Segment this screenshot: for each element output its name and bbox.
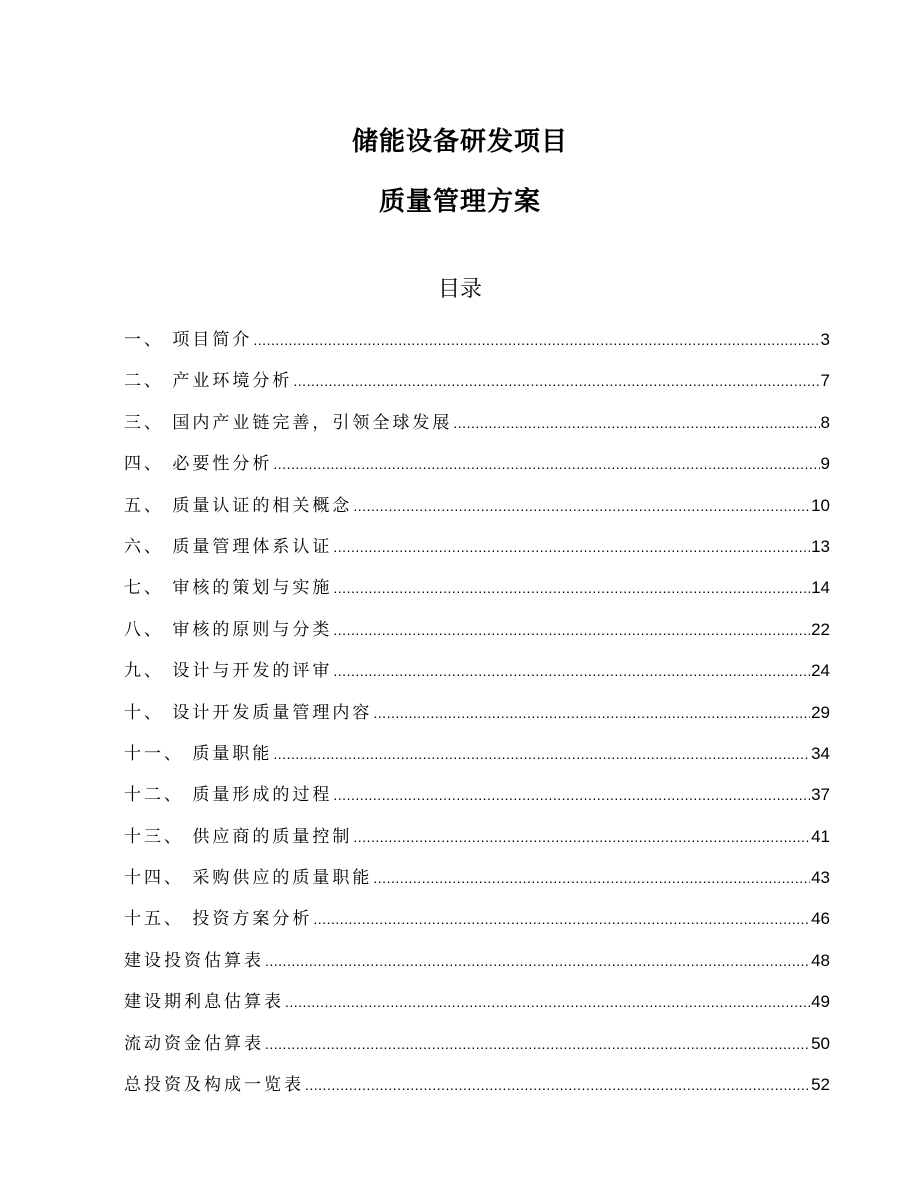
- toc-entry-page: 49: [811, 992, 830, 1012]
- toc-entry-label: 一、 项目简介: [124, 330, 253, 350]
- dot-leader: [453, 415, 819, 431]
- toc-entry-label: 六、 质量管理体系认证: [124, 536, 333, 557]
- toc-entry-page: 24: [811, 661, 830, 681]
- document-title: 储能设备研发项目: [351, 127, 568, 157]
- dot-leader: [333, 663, 810, 679]
- dot-leader: [333, 787, 810, 803]
- toc-entry[interactable]: [124, 987, 830, 1028]
- toc-entry[interactable]: [124, 822, 830, 863]
- toc-entry-label: 八、 审核的原则与分类: [124, 619, 333, 640]
- toc-entry[interactable]: [124, 491, 830, 532]
- dot-leader: [333, 539, 810, 555]
- toc-entry-page: 13: [811, 536, 830, 556]
- toc-entry-page: 10: [811, 495, 830, 515]
- toc-entry-label: 十五、 投资方案分析: [124, 909, 313, 930]
- toc-entry-page: 37: [811, 785, 830, 805]
- toc-entry-page: 50: [811, 1033, 830, 1053]
- toc-entry-label: 十二、 质量形成的过程: [124, 785, 333, 806]
- dot-leader: [373, 870, 810, 886]
- toc-entry-page: 43: [811, 868, 830, 888]
- toc-entry[interactable]: [124, 739, 830, 780]
- dot-leader: [353, 829, 810, 845]
- toc-entry-page: 48: [811, 950, 830, 970]
- dot-leader: [253, 332, 819, 348]
- dot-leader: [333, 580, 810, 596]
- toc-entry-page: 29: [811, 702, 830, 722]
- toc-entry-label: 总投资及构成一览表: [124, 1075, 304, 1096]
- toc-entry[interactable]: [124, 532, 830, 573]
- toc-entry-label: 十、 设计开发质量管理内容: [124, 702, 373, 723]
- toc-entry[interactable]: [124, 366, 830, 407]
- toc-entry-label: 二、 产业环境分析: [124, 371, 293, 392]
- dot-leader: [265, 1036, 810, 1052]
- toc-entry[interactable]: [124, 325, 830, 366]
- document-subtitle: 质量管理方案: [378, 187, 541, 217]
- toc-entry-page: 9: [820, 454, 830, 474]
- toc-entry-label: 七、 审核的策划与实施: [124, 578, 333, 599]
- toc-entry-label: 三、 国内产业链完善，引领全球发展: [124, 412, 453, 433]
- toc-entry[interactable]: [124, 573, 830, 614]
- toc-entry-label: 四、 必要性分析: [124, 454, 273, 475]
- dot-leader: [333, 622, 810, 638]
- dot-leader: [273, 456, 819, 472]
- toc-entry[interactable]: [124, 1029, 830, 1070]
- toc-entry-label: 十三、 供应商的质量控制: [124, 826, 353, 847]
- toc-entry-page: 8: [820, 412, 830, 432]
- toc-entry-label: 建设期利息估算表: [124, 992, 284, 1013]
- dot-leader: [313, 911, 810, 927]
- toc-entry[interactable]: [124, 408, 830, 449]
- toc-entry-label: 九、 设计与开发的评审: [124, 661, 333, 682]
- toc-entry-label: 五、 质量认证的相关概念: [124, 495, 353, 516]
- dot-leader: [373, 705, 810, 721]
- toc-entry-page: 34: [811, 743, 830, 763]
- dot-leader: [305, 1077, 810, 1093]
- toc-entry-label: 流动资金估算表: [124, 1033, 264, 1054]
- toc-entry-page: 41: [811, 826, 830, 846]
- toc-entry[interactable]: [124, 863, 830, 904]
- dot-leader: [273, 746, 810, 762]
- toc-entry-page: 3: [820, 330, 830, 349]
- toc-entry[interactable]: [124, 698, 830, 739]
- dot-leader: [293, 373, 819, 389]
- dot-leader: [353, 498, 810, 514]
- table-of-contents: [124, 325, 830, 1111]
- toc-entry-page: 46: [811, 909, 830, 929]
- toc-entry-label: 十四、 采购供应的质量职能: [124, 868, 373, 889]
- toc-heading: 目录: [437, 277, 482, 302]
- toc-entry[interactable]: [124, 615, 830, 656]
- toc-entry-label: 十一、 质量职能: [124, 743, 273, 764]
- toc-entry-page: 22: [811, 619, 830, 639]
- toc-entry[interactable]: [124, 780, 830, 821]
- toc-entry-page: 14: [811, 578, 830, 598]
- dot-leader: [285, 994, 810, 1010]
- toc-entry[interactable]: [124, 1070, 830, 1111]
- toc-entry-page: 52: [811, 1075, 830, 1095]
- toc-entry[interactable]: [124, 946, 830, 987]
- toc-entry[interactable]: [124, 904, 830, 945]
- toc-entry[interactable]: [124, 449, 830, 490]
- dot-leader: [265, 953, 810, 969]
- toc-entry[interactable]: [124, 656, 830, 697]
- toc-entry-label: 建设投资估算表: [124, 950, 264, 971]
- toc-entry-page: 7: [820, 371, 830, 391]
